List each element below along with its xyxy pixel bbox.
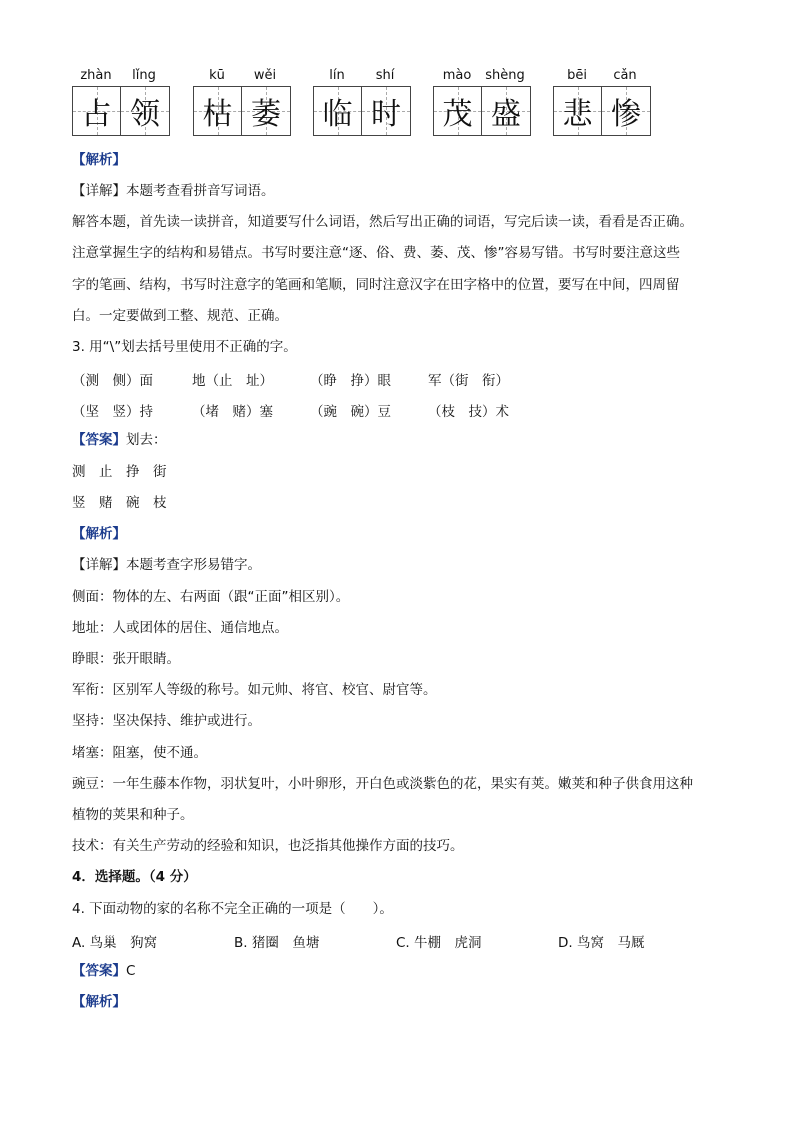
answer-text: C (126, 963, 136, 979)
paragraph-line: 白。一定要做到工整、规范、正确。 (72, 308, 288, 324)
detail-label: 【详解】 (72, 557, 126, 573)
detail-text: 本题考查看拼音写词语。 (126, 183, 275, 199)
q3-item: 军（街 衔） (428, 373, 509, 389)
detail-label: 【详解】 (72, 183, 126, 199)
char-cell: 悲 (562, 97, 593, 132)
definition-line: 侧面：物体的左、右两面（跟“正面”相区别）。 (72, 589, 350, 605)
char-cell: 领 (130, 97, 160, 132)
pinyin: cǎn (613, 68, 637, 83)
paragraph-line: 解答本题，首先读一读拼音，知道要写什么词语，然后写出正确的词语，写完后读一读，看看是否正确。 (72, 214, 693, 230)
detail-line (72, 556, 261, 574)
section-heading: 4．选择题。（4 分） (72, 869, 197, 885)
tian-zi-ge (72, 86, 170, 136)
tian-zi-ge (433, 86, 531, 136)
pinyin-group-4 (433, 68, 531, 138)
option-d: D. 鸟窝 马厩 (558, 935, 645, 951)
pinyin: mào (442, 68, 472, 83)
definition-line: 睁眼：张开眼睛。 (72, 651, 180, 667)
q3-item: （堵 赌）塞 (192, 404, 273, 420)
definition-line: 军衔：区别军人等级的称号。如元帅、将官、校官、尉官等。 (72, 682, 437, 698)
q3-item: （测 侧）面 (72, 373, 153, 389)
char-cell: 时 (371, 97, 401, 132)
char-cell: 临 (322, 97, 353, 132)
pinyin: shí (375, 68, 395, 83)
pinyin-group-5 (553, 68, 651, 138)
pinyin: kū (209, 68, 225, 83)
paragraph-line: 注意掌握生字的结构和易错点。书写时要注意“逐、俗、费、萎、茂、惨”容易写错。书写时要注意这些 (72, 245, 680, 261)
pinyin: shèng (485, 68, 525, 83)
question-4-title: 4. 下面动物的家的名称不完全正确的一项是（ ）。 (72, 901, 393, 917)
tian-zi-ge (553, 86, 651, 136)
q3-item: （枝 技）术 (428, 404, 509, 420)
definition-line: 技术：有关生产劳动的经验和知识，也泛指其他操作方面的技巧。 (72, 838, 464, 854)
definition-line: 坚持：坚决保持、维护或进行。 (72, 713, 261, 729)
pinyin: lín (329, 68, 345, 83)
answer-label: 【答案】 (72, 963, 126, 979)
option-c: C. 牛棚 虎洞 (396, 935, 482, 951)
q3-item: （睁 挣）眼 (310, 373, 391, 389)
detail-text: 本题考查字形易错字。 (126, 557, 261, 573)
tian-zi-ge (193, 86, 291, 136)
char-cell: 茂 (442, 97, 473, 132)
analysis-label: 【解析】 (72, 526, 126, 542)
q3-item: （豌 碗）豆 (310, 404, 391, 420)
pinyin: wěi (253, 68, 277, 83)
char-cell: 占 (81, 97, 112, 132)
pinyin-group-2 (193, 68, 291, 138)
char-cell: 盛 (491, 97, 521, 132)
answer-chars-line: 测 止 挣 街 (72, 464, 167, 480)
char-cell: 惨 (611, 97, 641, 132)
answer-chars-line: 竖 赌 碗 枝 (72, 495, 167, 511)
pinyin-group-3 (313, 68, 411, 138)
paragraph-line: 字的笔画、结构，书写时注意字的笔画和笔顺，同时注意汉字在田字格中的位置，要写在中间，四周留 (72, 277, 680, 293)
q3-item: 地（止 址） (192, 373, 273, 389)
answer-text: 划去： (126, 432, 167, 448)
question-3-title: 3. 用“\”划去括号里使用不正确的字。 (72, 339, 297, 355)
tian-zi-ge (313, 86, 411, 136)
definition-line: 豌豆：一年生藤本作物，羽状复叶，小叶卵形，开白色或淡紫色的花，果实有荚。嫩荚和种子供食用这种 (72, 776, 693, 792)
char-cell: 萎 (251, 97, 281, 132)
pinyin: bēi (567, 68, 587, 83)
analysis-label: 【解析】 (72, 994, 126, 1010)
answer-line (72, 431, 167, 449)
q3-item: （坚 竖）持 (72, 404, 153, 420)
option-a: A. 鸟巢 狗窝 (72, 935, 158, 951)
analysis-label: 【解析】 (72, 152, 126, 168)
answer-line (72, 962, 135, 980)
char-cell: 枯 (202, 97, 233, 132)
detail-line (72, 182, 275, 200)
definition-line: 地址：人或团体的居住、通信地点。 (72, 620, 288, 636)
definition-line: 堵塞：阻塞，使不通。 (72, 745, 207, 761)
pinyin-group-1 (72, 68, 170, 138)
option-b: B. 猪圈 鱼塘 (234, 935, 320, 951)
pinyin: lǐng (132, 68, 156, 83)
answer-label: 【答案】 (72, 432, 126, 448)
pinyin: zhàn (80, 68, 112, 83)
definition-line: 植物的荚果和种子。 (72, 807, 194, 823)
